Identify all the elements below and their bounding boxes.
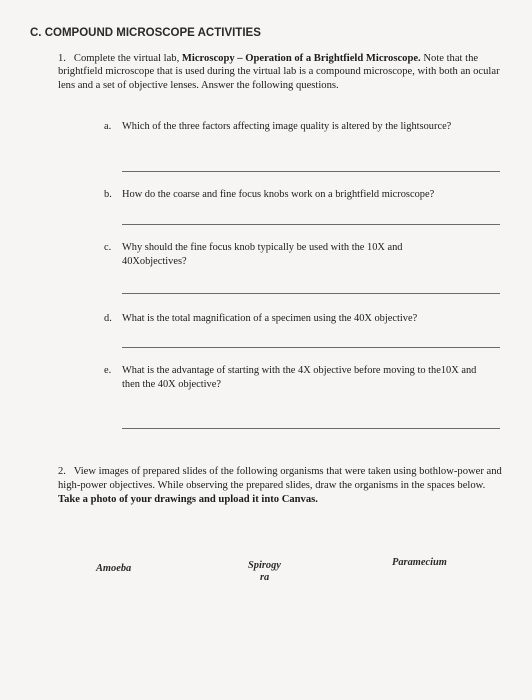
part1-instructions [58,52,508,92]
answer-line-a[interactable] [122,171,500,172]
part2-upload-instruction: Take a photo of your drawings and upload it into Canvas. [58,494,318,506]
question-e [104,364,494,391]
question-text: Why should the fine focus knob typically be used with the 10X and 40Xobjectives? [122,242,403,267]
question-text: What is the total magnification of a specimen using the 40X objective? [122,313,418,324]
part2-instructions [58,465,508,508]
answer-line-e[interactable] [122,428,500,429]
question-letter: d. [104,313,112,324]
part1-number: 1. [58,53,66,64]
question-letter: a. [104,121,112,132]
part1-text-b: Note that the brightfield microscope that is used during the virtual lab is a compound microscope, with both an ocular lens and a set of objective lenses. Answer the following questions. [58,53,500,91]
question-letter: c. [104,242,112,253]
question-c [104,241,494,268]
part1-lab-title: Microscopy – Operation of a Brightfield Microscope. [181,53,421,64]
drawing-label-paramecium: Paramecium [392,557,447,568]
part2-number: 2. [58,466,66,477]
answer-line-c[interactable] [122,293,500,294]
question-b [104,188,494,202]
question-text: What is the advantage of starting with the 4X objective before moving to the10X and then the 40X objective? [122,365,477,390]
question-text: Which of the three factors affecting image quality is altered by the lightsource? [122,121,452,132]
drawing-label-spirogyra [248,560,281,584]
question-letter: e. [104,365,112,376]
question-a [104,120,494,134]
part1-text-a: Complete the virtual lab, [73,53,180,64]
part2-text: View images of prepared slides of the following organisms that were taken using bothlow-power and high-power objectives. While observing the prepared slides, draw the organisms in the spaces below. [58,466,502,492]
drawing-label-amoeba: Amoeba [96,563,132,574]
question-d [104,312,494,326]
spirogyra-label-line1: Spirogy [248,560,281,571]
answer-line-d[interactable] [122,347,500,348]
spirogyra-label-line2: ra [260,572,270,583]
question-text: How do the coarse and fine focus knobs work on a brightfield microscope? [122,189,435,200]
answer-line-b[interactable] [122,224,500,225]
question-letter: b. [104,189,112,200]
section-title: C. COMPOUND MICROSCOPE ACTIVITIES [30,27,261,39]
